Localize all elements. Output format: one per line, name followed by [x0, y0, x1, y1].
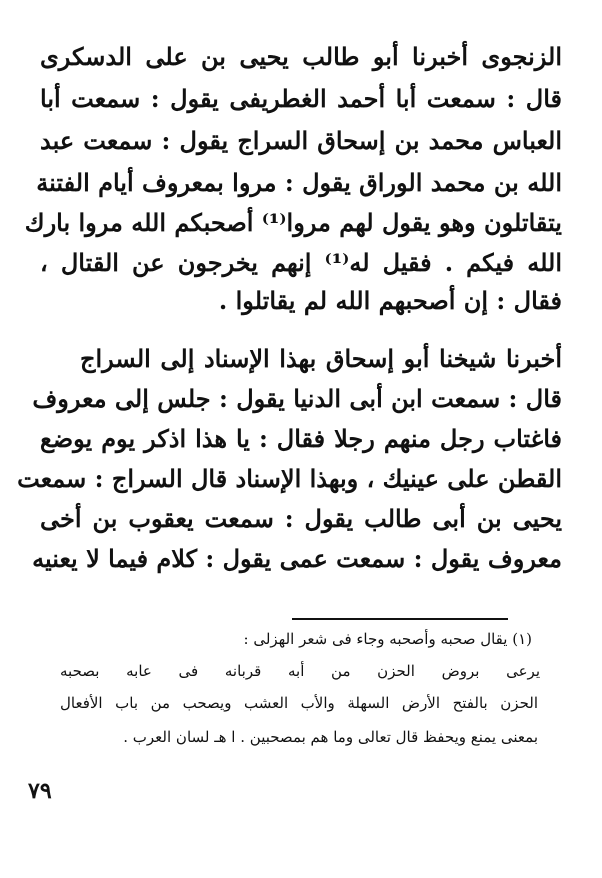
- text-line: فاغتاب رجل منهم رجلا فقال : يا هذا اذكر يوم يوضع: [40, 424, 562, 453]
- page-number: ٧٩: [28, 778, 52, 804]
- footnote-separator: [292, 618, 508, 620]
- footnote-explanation: بمعنى يمنع ويحفظ قال تعالى وما هم بمصحبين . ا هـ لسان العرب .: [123, 728, 538, 746]
- text-line: يتقاتلون وهو يقول لهم مروا⁽¹⁾ أصحبكم الله مروا بارك: [24, 208, 562, 237]
- text-line: العباس محمد بن إسحاق السراج يقول : سمعت عبد: [40, 126, 562, 155]
- text-line: القطن على عينيك ، وبهذا الإسناد قال السراج : سمعت: [17, 464, 562, 493]
- text-line: قال : سمعت ابن أبى الدنيا يقول : جلس إلى معروف: [32, 384, 562, 413]
- footnote-verse: يرعى بروض الحزن من أبه قربانه فى عابه بصحبه: [60, 662, 540, 680]
- text-line: الزنجوى أخبرنا أبو طالب يحيى بن على الدسكرى: [40, 42, 562, 71]
- footnote-explanation: الحزن بالفتح الأرض السهلة والأب العشب ويصحب من باب الأفعال: [60, 694, 538, 712]
- text-line: الله فيكم . فقيل له⁽¹⁾ إنهم يخرجون عن القتال ،: [40, 248, 562, 277]
- text-line-indented: أخبرنا شيخنا أبو إسحاق بهذا الإسناد إلى السراج: [80, 344, 562, 373]
- text-line: فقال : إن أصحبهم الله لم يقاتلوا .: [218, 286, 562, 315]
- text-line: يحيى بن أبى طالب يقول : سمعت يعقوب بن أخى: [40, 504, 562, 533]
- text-line: الله بن محمد الوراق يقول : مروا بمعروف أيام الفتنة: [36, 168, 562, 197]
- text-line: قال : سمعت أبا أحمد الغطريفى يقول : سمعت أبا: [40, 84, 562, 113]
- text-line: معروف يقول : سمعت عمى يقول : كلام فيما لا يعنيه: [32, 544, 562, 573]
- footnote-intro: (١) يقال صحبه وأصحبه وجاء فى شعر الهزلى :: [243, 630, 532, 648]
